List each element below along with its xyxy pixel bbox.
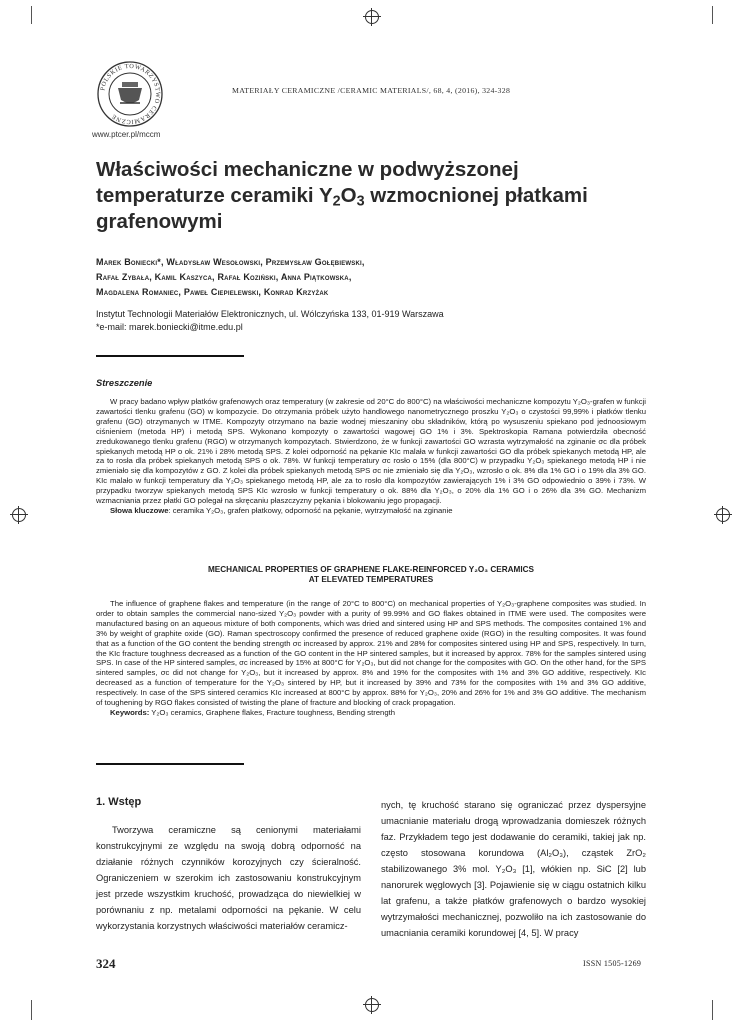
crop-mark — [31, 1000, 32, 1020]
keywords-pl: : ceramika Y₂O₃, grafen płatkowy, odporność na pękanie, wytrzymałość na zginanie — [168, 505, 453, 515]
english-abstract: The influence of graphene flakes and temperature (in the range of 20°C to 800°C) on mechanical properties of Y₂O₃-graphene composites was studied. In order to obtain samples the commercial nano-sized Y₂O₃ powder with a purity of 99.99% and GO flakes obtained in ITME were used. The composites were manufactured basing on an aqueous mixture of both components, which was dried and sintered using HP and SPS methods. The composites contained 1% and 3% by weight of graphite oxide (GO). Raman spectroscopy confirmed the presence of reduced graphene oxide (RGO) in the resulting composites. It was found that as a function of the GO content the bending strength σc increased by approx. 21% and 28% for composites sintered using HP and SPS, respectively. In turn, the KIc fracture toughness decreased as a function of the GO content in the HP sintered samples, but it increased by approx. 78% for the samples sintered using SPS. In case of the HP sintered samples, σc increased by 15% at 800°C for Y₂O₃, but did not change for the composites with GO. On the other hand, for the SPS sintered samples, σc did not change for Y₂O₃, but it increased by approx. 8% and 19% for the composites with 1% and 3% GO additive, respectively. KIc decreased as a function of temperature for the Y₂O₃ sintered by HP, but it increased by 39% and 73% for the composites with 1% and 3% GO additive, respectively. In case of the SPS sintered ceramics KIc increased at 800°C by approx. 88% for Y₂O₃, 20% and 26% for 1% and 3% GO additive. The mechanism of toughening by RGO flakes consisted of twisting the plane of fracture and blocking of crack propagation. Keywords: Y₂O₃ ceramics, Graphene flakes, Fracture toughness, Bending strength — [96, 599, 646, 717]
streszczenie-text: W pracy badano wpływ płatków grafenowych oraz temperatury (w zakresie od 20°C do 800°C) na właściwości mechaniczne kompozytu Y₂O₃-grafen w funkcji zawartości tlenku grafenu (GO) w kompozycie. Do otrzymania próbek użyto handlowego nanometrycznego proszku Y₂O₃ o czystości 99,99% i płatków tlenku grafenu (GO) otrzymanych w ITME. Kompozyty otrzymano na bazie wodnej mieszaniny obu składników, którą po wysuszeniu spiekano pod jednoosiowym ciśnieniem (metoda HP) i metodą SPS. Wykonano kompozyty o zawartości wagowej GO 1% i 3%. Spektroskopia Ramana potwierdziła obecność zredukowanego tlenku grafenu (RGO) w otrzymanych kompozytach. Stwierdzono, że w funkcji zawartości GO wzrasta wytrzymałość na zginanie σc dla próbek spiekanych metodą HP o ok. 21% i 28% metodą SPS. Z kolei odporność na pękanie KIc malała w funkcji zawartości GO dla próbek spiekanych metodą HP, ale za to rosła dla próbek spiekanych metodą SPS o ok. 78%. W funkcji temperatury σc rosło o 15% (dla 800°C) w przypadku Y₂O₃ spiekanego metodą HP i nie zmieniało się dla kompozytów z GO. Z kolei dla próbek spiekanych metodą SPS σc nie zmieniało się dla Y₂O₃, wzrosło o ok. 8% dla 1% GO i o 19% dla 3% GO. KIc malało w funkcji temperatury dla Y₂O₃ spiekanego metodą HP, ale za to rosło dla kompozytów zawierających 1% i 3% GO odpowiednio o 39% i 73%. W przypadku tworzyw spiekanych metodą SPS KIc wzrosło w funkcji temperatury o ok. 88% dla Y₂O₃, o 20% dla 1% GO i o 26% dla 3% GO. Mechanizm wzmacniania przez płatki GO polegał na skręcaniu płaszczyzny pękania i blokowaniu jego propagacji. Słowa kluczowe: ceramika Y₂O₃, grafen płatkowy, odporność na pękanie, wytrzymałość na zginanie — [96, 397, 646, 515]
registration-mark-left — [12, 508, 26, 522]
keywords-en: Y₂O₃ ceramics, Graphene flakes, Fracture toughness, Bending strength — [149, 707, 396, 717]
streszczenie-heading: Streszczenie — [96, 378, 153, 388]
paper-title: Właściwości mechaniczne w podwyższonej temperaturze ceramiki $Y_2O_3$ wzmocnionej płatkami grafenowymi — [96, 158, 588, 233]
page-number: 324 — [96, 956, 116, 971]
registration-mark-right — [716, 508, 730, 522]
registration-mark-top — [365, 10, 379, 24]
issn: ISSN 1505-1269 — [583, 959, 642, 968]
divider-rule — [96, 355, 244, 357]
crop-mark — [712, 6, 713, 24]
crop-mark — [31, 6, 32, 24]
author-list: Marek Boniecki*, Władysław Wesołowski, Przemysław Gołębiewski, Rafał Zybała, Kamil Kaszyca, Rafał Koziński, Anna Piątkowska, Magdalena Romaniec, Paweł Ciepielewski, Konrad Krzyżak — [96, 257, 365, 297]
journal-url[interactable]: www.ptcer.pl/mccm — [92, 130, 161, 139]
divider-rule — [96, 763, 244, 765]
svg-text:POLSKIE TOWARZYSTWO CERAMICZNE: POLSKIE TOWARZYSTWO CERAMICZNE — [99, 62, 162, 126]
keywords-label-pl: Słowa kluczowe — [110, 505, 169, 515]
section-heading: 1. Wstęp — [96, 796, 142, 808]
crop-mark — [712, 1000, 713, 1020]
registration-mark-bottom — [365, 998, 379, 1012]
affiliation: Instytut Technologii Materiałów Elektronicznych, ul. Wólczyńska 133, 01-919 Warszawa *e-mail: marek.boniecki@itme.edu.pl — [96, 308, 696, 334]
corresponding-email[interactable]: *e-mail: marek.boniecki@itme.edu.pl — [96, 322, 243, 332]
keywords-label-en: Keywords: — [110, 707, 150, 717]
english-heading: MECHANICAL PROPERTIES OF GRAPHENE FLAKE-REINFORCED Y₂O₃ CERAMICS AT ELEVATED TEMPERATURES — [207, 565, 534, 584]
body-column-left: Tworzywa ceramiczne są cenionymi materiałami konstrukcyjnymi ze względu na swoją dobrą odporność na działanie różnych czynników korozyjnych czy ścieralność. Ograniczeniem w szerokim ich zastosowaniu konstrukcyjnym jest przede wszystkim kruchość, prowadząca do niewielkiej w porównaniu z np. metalami odporności na pękanie. W celu wykorzystania korzystnych właściwości materiałów ceramicz- — [96, 825, 361, 931]
body-column-right: nych, tę kruchość starano się ograniczać przez dyspersyjne umacnianie materiału drogą wprowadzania domieszek różnych faz. Przykładem tego jest dodawanie do ceramiki, takiej jak np. często stosowana korundowa (Al₂O₃), cząstek ZrO₂ stabilizowanego 3% mol. Y₂O₃ [1], włókien np. SiC [2] lub nanorurek węglowych [3]. Pojawienie się w ciągu ostatnich kilku lat grafenu, a także płatków grafenowych o bardzo wysokiej wytrzymałości mechanicznej, pozwoliło na ich zastosowanie do umacniania ceramiki korundowej [4, 5]. W pracy — [381, 800, 646, 938]
society-logo — [96, 60, 164, 128]
journal-citation: MATERIAŁY CERAMICZNE /CERAMIC MATERIALS/, 68, 4, (2016), 324-328 — [232, 86, 511, 95]
